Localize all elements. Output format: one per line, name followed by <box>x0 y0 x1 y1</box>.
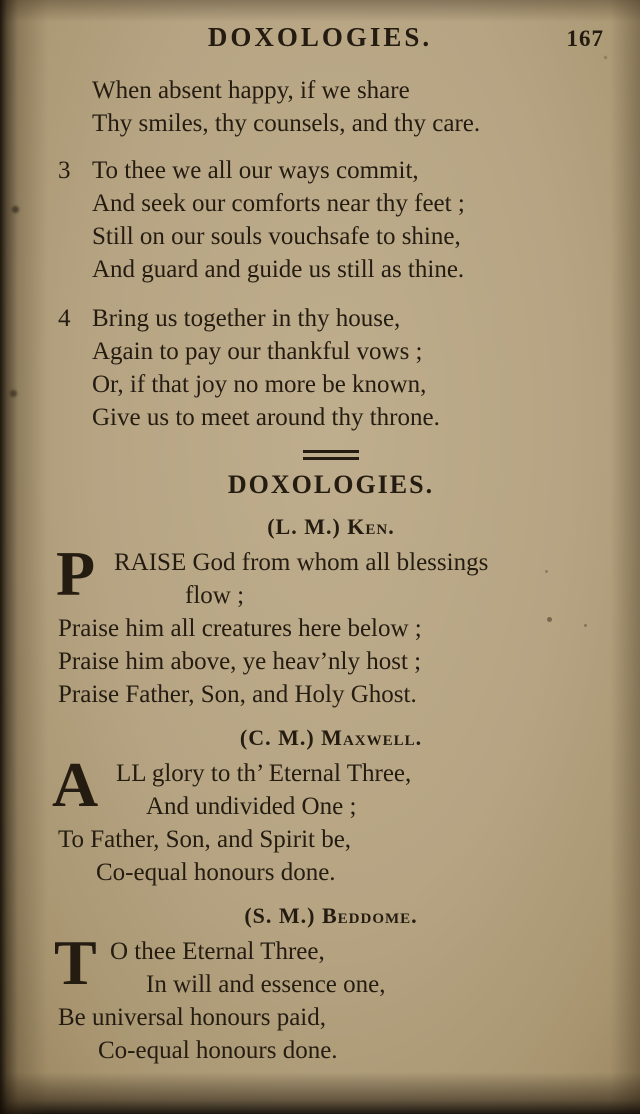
verse-line: When absent happy, if we share <box>92 77 410 104</box>
verse-line: Again to pay our thankful vows ; <box>92 338 423 365</box>
hymn-heading: (L. M.) Ken. <box>267 514 395 539</box>
section-divider <box>303 450 359 460</box>
verse-continuation <box>58 74 604 140</box>
page-content <box>0 66 640 1067</box>
hymn-line: LL glory to th’ Eternal Three, <box>116 760 412 787</box>
verse-line: And guard and guide us still as thine. <box>92 256 465 283</box>
verse-line: Bring us together in thy house, <box>92 305 401 332</box>
page-header <box>0 0 640 66</box>
drop-cap: P <box>56 538 96 609</box>
hymn-line: Co-equal honours done. <box>98 1037 338 1064</box>
hymn-line: Praise him all creatures here below ; <box>58 615 422 642</box>
hymn-body <box>56 538 604 711</box>
verse-line: To thee we all our ways commit, <box>92 157 419 184</box>
page-number: 167 <box>566 26 604 51</box>
hymn-line: Praise Father, Son, and Holy Ghost. <box>58 681 417 708</box>
hymn-beddome <box>54 903 604 1067</box>
hymn-line: flow ; <box>185 582 245 609</box>
verse-line: Still on our souls vouchsafe to shine, <box>92 223 461 250</box>
hymn-heading: (S. M.) Beddome. <box>244 903 418 928</box>
running-title: DOXOLOGIES. <box>207 22 433 52</box>
verse-4 <box>58 302 604 434</box>
hymn-line: Co-equal honours done. <box>96 859 336 886</box>
section-title: DOXOLOGIES. <box>227 470 435 499</box>
verse-line: Give us to meet around thy throne. <box>92 404 440 431</box>
verse-line: Thy smiles, thy counsels, and thy care. <box>92 110 481 137</box>
verse-number: 4 <box>58 305 71 332</box>
hymn-body <box>52 749 604 889</box>
hymn-line: And undivided One ; <box>146 793 357 820</box>
hymn-line: Praise him above, ye heav’nly host ; <box>58 648 422 675</box>
hymn-maxwell <box>52 725 604 889</box>
verse-3 <box>58 154 604 286</box>
hymn-ken <box>58 514 604 711</box>
verse-number: 3 <box>58 157 71 184</box>
drop-cap: T <box>54 927 97 998</box>
hymn-body <box>54 927 604 1067</box>
drop-cap: A <box>52 749 99 820</box>
hymn-heading: (C. M.) Maxwell. <box>239 725 423 750</box>
hymn-line: O thee Eternal Three, <box>110 938 325 965</box>
hymn-line: Be universal honours paid, <box>58 1004 327 1031</box>
verse-line: And seek our comforts near thy feet ; <box>92 190 465 217</box>
hymn-line: To Father, Son, and Spirit be, <box>58 826 352 853</box>
hymn-line: In will and essence one, <box>146 971 386 998</box>
verse-line: Or, if that joy no more be known, <box>92 371 427 398</box>
hymn-line: RAISE God from whom all blessings <box>114 549 489 576</box>
